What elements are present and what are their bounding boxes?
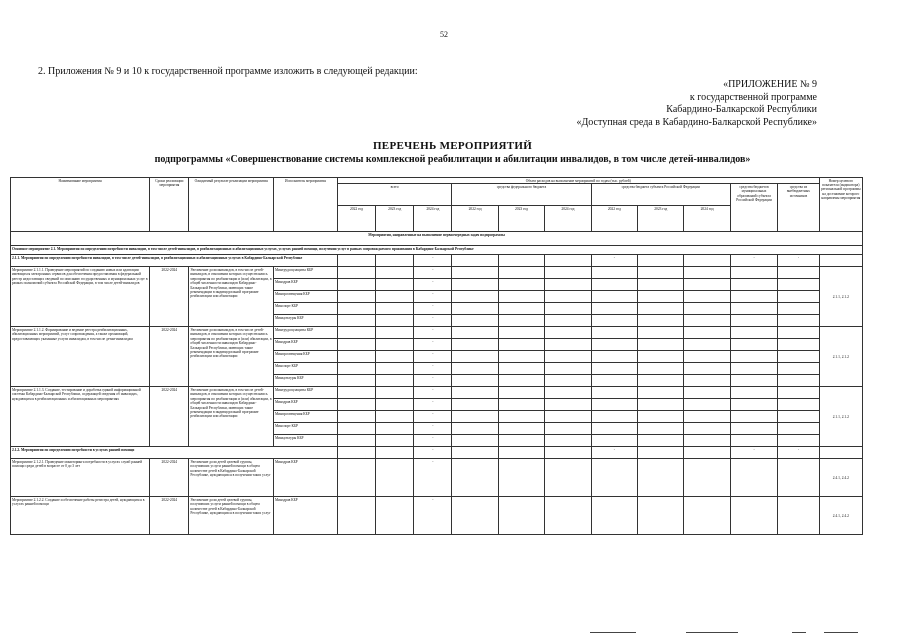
- appendix-line: «Доступная среда в Кабардино-Балкарской Республике»: [576, 116, 817, 128]
- amount-cell: [684, 255, 730, 267]
- amount-cell: [778, 327, 819, 339]
- amount-cell: [376, 459, 414, 497]
- appendix-line: «ПРИЛОЖЕНИЕ № 9: [723, 79, 817, 90]
- amount-cell: [591, 375, 637, 387]
- header-year: 2024 год: [545, 206, 591, 232]
- amount-cell: [498, 411, 544, 423]
- amount-cell: [730, 279, 777, 291]
- amount-cell: [376, 279, 414, 291]
- amount-cell: [452, 291, 498, 303]
- amount-cell: [498, 339, 544, 351]
- amount-dash: -: [414, 447, 452, 459]
- amount-cell: [498, 303, 544, 315]
- page-number: 52: [440, 30, 448, 39]
- event-name: Мероприятие 2.1.1.1. Проведение мероприятий по созданию новых или адаптации имеющихся электронных сервисов для обеспечения предоставления в федеральный реестр недостающих сведений по описанию государственных и муниципальных услуг в рамках полномочий субъекта Российской Федерации, в том числе детей-инвалидов: [11, 267, 150, 327]
- amount-cell: [376, 255, 414, 267]
- document-title: ПЕРЕЧЕНЬ МЕРОПРИЯТИЙ: [372, 140, 533, 152]
- header-year: 2024 год: [414, 206, 452, 232]
- amount-cell: [498, 255, 544, 267]
- amount-cell: [778, 387, 819, 399]
- amount-cell: [638, 327, 684, 339]
- amount-cell: [452, 279, 498, 291]
- amount-cell: [638, 447, 684, 459]
- amount-cell: [376, 411, 414, 423]
- amount-cell: [498, 375, 544, 387]
- amount-dash: -: [414, 255, 452, 267]
- amount-dash: -: [414, 267, 452, 279]
- amount-cell: [730, 327, 777, 339]
- amount-cell: [638, 279, 684, 291]
- amount-cell: [337, 351, 375, 363]
- amount-cell: [591, 279, 637, 291]
- amount-cell: [498, 459, 544, 497]
- table-row: [11, 327, 863, 339]
- amount-dash: -: [778, 447, 819, 459]
- amount-cell: [545, 435, 591, 447]
- amount-dash: -: [414, 291, 452, 303]
- amount-cell: [684, 447, 730, 459]
- amount-dash: -: [414, 375, 452, 387]
- header-total: всего: [337, 184, 451, 206]
- amount-cell: [684, 399, 730, 411]
- amount-dash: -: [414, 363, 452, 375]
- amount-cell: [545, 291, 591, 303]
- amount-cell: [337, 303, 375, 315]
- amount-cell: [452, 459, 498, 497]
- amount-cell: [730, 387, 777, 399]
- event-period: 2022-2024: [150, 327, 189, 387]
- amount-cell: [498, 435, 544, 447]
- amount-dash: -: [414, 339, 452, 351]
- amount-cell: [591, 411, 637, 423]
- amount-cell: [730, 423, 777, 435]
- amount-cell: [376, 351, 414, 363]
- amount-dash: -: [414, 303, 452, 315]
- event-period: 2022-2024: [150, 267, 189, 327]
- amount-cell: [376, 375, 414, 387]
- amount-cell: [452, 255, 498, 267]
- event-result: Увеличение доли инвалидов, в том числе детей-инвалидов, в отношении которых осуществлялись мероприятия по реабилитации и (или) абилитации, в общей численности инвалидов Кабардино-Балкарской Республики, имеющих такие рекомендации в индивидуальной программе реабилитации или абилитации: [189, 327, 274, 387]
- amount-cell: [498, 315, 544, 327]
- amount-cell: [376, 447, 414, 459]
- event-executor: Минпросвещения КБР: [273, 411, 337, 423]
- amount-cell: [452, 267, 498, 279]
- amount-dash: -: [414, 411, 452, 423]
- amount-cell: [591, 267, 637, 279]
- amount-cell: [684, 351, 730, 363]
- signature-line: [824, 632, 858, 633]
- amount-cell: [337, 267, 375, 279]
- amount-cell: [452, 303, 498, 315]
- amount-cell: [730, 435, 777, 447]
- amount-cell: [452, 375, 498, 387]
- event-executor: Минкультуры КБР: [273, 435, 337, 447]
- amount-cell: [730, 497, 777, 535]
- amount-cell: [376, 327, 414, 339]
- amount-dash: -: [414, 315, 452, 327]
- amount-dash: -: [730, 255, 777, 267]
- header-regional: средства бюджета субъекта Российской Федерации: [591, 184, 730, 206]
- amount-cell: [778, 279, 819, 291]
- amount-cell: [452, 497, 498, 535]
- event-executor: Минтрудсоцзащиты КБР: [273, 387, 337, 399]
- amount-cell: [778, 375, 819, 387]
- amount-cell: [545, 279, 591, 291]
- amount-cell: [638, 339, 684, 351]
- amount-cell: [337, 315, 375, 327]
- amount-cell: [545, 255, 591, 267]
- amount-cell: [638, 291, 684, 303]
- amount-cell: [452, 315, 498, 327]
- amount-dash: -: [414, 351, 452, 363]
- intro-paragraph: 2. Приложения № 9 и 10 к государственной программе изложить в следующей редакции:: [38, 66, 418, 77]
- table-row: [11, 387, 863, 399]
- header-year: 2023 год: [498, 206, 544, 232]
- amount-cell: [545, 303, 591, 315]
- amount-cell: [376, 339, 414, 351]
- amount-cell: [638, 255, 684, 267]
- amount-cell: [545, 447, 591, 459]
- amount-dash: -: [414, 327, 452, 339]
- amount-cell: [730, 267, 777, 279]
- amount-cell: [684, 267, 730, 279]
- amount-dash: -: [414, 497, 452, 535]
- event-executor: Минздрав КБР: [273, 459, 337, 497]
- appendix-line: к государственной программе: [689, 91, 817, 103]
- amount-cell: [638, 423, 684, 435]
- amount-cell: [684, 327, 730, 339]
- amount-cell: [684, 435, 730, 447]
- event-result: Увеличение доли инвалидов, в том числе детей-инвалидов, в отношении которых осуществлялись мероприятия по реабилитации и (или) абилитации, в общей численности инвалидов Кабардино-Балкарской Республики, имеющих такие рекомендации в индивидуальной программе реабилитации или абилитации: [189, 267, 274, 327]
- event-indicator: 2.1.1, 2.1.2: [819, 327, 862, 387]
- amount-cell: [638, 459, 684, 497]
- amount-cell: [498, 363, 544, 375]
- amount-cell: [337, 399, 375, 411]
- event-executor: Минспорт КБР: [273, 303, 337, 315]
- amount-cell: [545, 459, 591, 497]
- amount-cell: [452, 435, 498, 447]
- header-municipal: средства бюджетов муниципальных образований субъекта Российской Федерации: [730, 184, 777, 232]
- amount-cell: [638, 411, 684, 423]
- amount-cell: [684, 387, 730, 399]
- events-table: [10, 177, 863, 535]
- signature-line: [686, 632, 738, 633]
- amount-cell: [684, 375, 730, 387]
- event-executor: Минпросвещения КБР: [273, 291, 337, 303]
- amount-cell: [730, 351, 777, 363]
- amount-cell: [452, 351, 498, 363]
- amount-cell: [778, 363, 819, 375]
- header-indicator: Номер целевого показателя (индикатора) региональной программы на достижение которого направлены мероприятия: [819, 178, 862, 232]
- event-executor: Минпросвещения КБР: [273, 351, 337, 363]
- amount-cell: [778, 339, 819, 351]
- amount-cell: [376, 423, 414, 435]
- amount-cell: [730, 303, 777, 315]
- amount-cell: [778, 435, 819, 447]
- event-executor: Минтрудсоцзащиты КБР: [273, 267, 337, 279]
- amount-cell: [545, 423, 591, 435]
- amount-cell: [545, 363, 591, 375]
- amount-cell: [376, 435, 414, 447]
- group-row: [11, 447, 863, 459]
- basic-event: Основное мероприятие 2.1. Мероприятия по определению потребности инвалидов, в том числе детей-инвалидов, в реабилитационных и абилитационных услугах, услугах ранней помощи, получении услуг в рамках сопровождаемого проживания в Кабардино-Балкарской Республике: [11, 246, 863, 255]
- document-subtitle: подпрограммы «Совершенствование системы комплексной реабилитации и абилитации инвалидов, в том числе детей-инвалидов»: [154, 154, 751, 165]
- amount-cell: [545, 387, 591, 399]
- event-executor: Минкультуры КБР: [273, 315, 337, 327]
- amount-cell: [778, 303, 819, 315]
- amount-cell: [638, 315, 684, 327]
- amount-cell: [545, 339, 591, 351]
- table-row: [11, 267, 863, 279]
- amount-cell: [778, 423, 819, 435]
- group-title: 2.1.1. Мероприятия по определению потребности инвалидов, в том числе детей-инвалидов, в реабилитационных и абилитационных услугах в Кабардино-Балкарской Республике: [11, 255, 338, 267]
- amount-cell: [730, 315, 777, 327]
- amount-cell: [545, 327, 591, 339]
- amount-cell: [376, 267, 414, 279]
- header-result: Ожидаемый результат реализации мероприятия: [189, 178, 274, 232]
- amount-cell: [684, 279, 730, 291]
- amount-cell: [638, 267, 684, 279]
- header-volume: Объем расходов на выполнение мероприятий по годам (тыс. рублей): [337, 178, 819, 184]
- amount-cell: [337, 435, 375, 447]
- amount-cell: [684, 291, 730, 303]
- event-period: 2022-2024: [150, 497, 189, 535]
- amount-cell: [778, 267, 819, 279]
- event-name: Мероприятие 2.1.2.2. Создание и обеспечение работы регистра детей, нуждающихся в услугах ранней помощи: [11, 497, 150, 535]
- event-indicator: 2.1.1, 2.1.2: [819, 267, 862, 327]
- amount-dash: -: [778, 255, 819, 267]
- event-executor: Минспорт КБР: [273, 423, 337, 435]
- event-result: Увеличение доли инвалидов, в том числе детей-инвалидов, в отношении которых осуществлялись мероприятия по реабилитации и (или) абилитации, в общей численности инвалидов Кабардино-Балкарской Республики, имеющих такие рекомендации в индивидуальной программе реабилитации или абилитации: [189, 387, 274, 447]
- amount-cell: [337, 375, 375, 387]
- event-executor: Минздрав КБР: [273, 339, 337, 351]
- amount-cell: [337, 327, 375, 339]
- amount-cell: [337, 279, 375, 291]
- amount-cell: [778, 459, 819, 497]
- amount-cell: [591, 315, 637, 327]
- amount-dash: -: [591, 255, 637, 267]
- section-title: Мероприятия, направленные на выполнение первоочередных задач подпрограммы: [11, 232, 863, 246]
- header-year: 2024 год: [684, 206, 730, 232]
- amount-cell: [337, 387, 375, 399]
- amount-cell: [591, 291, 637, 303]
- amount-cell: [545, 351, 591, 363]
- amount-cell: [638, 399, 684, 411]
- amount-cell: [591, 303, 637, 315]
- amount-cell: [684, 339, 730, 351]
- amount-cell: [591, 351, 637, 363]
- amount-cell: [684, 315, 730, 327]
- amount-dash: -: [414, 399, 452, 411]
- amount-cell: [684, 363, 730, 375]
- amount-cell: [591, 459, 637, 497]
- amount-cell: [498, 423, 544, 435]
- amount-cell: [337, 447, 375, 459]
- amount-cell: [591, 435, 637, 447]
- event-period: 2022-2024: [150, 459, 189, 497]
- amount-cell: [684, 497, 730, 535]
- amount-cell: [376, 315, 414, 327]
- amount-cell: [638, 497, 684, 535]
- amount-cell: [638, 303, 684, 315]
- event-executor: Минтрудсоцзащиты КБР: [273, 327, 337, 339]
- amount-cell: [376, 363, 414, 375]
- amount-dash: -: [414, 459, 452, 497]
- amount-cell: [684, 423, 730, 435]
- amount-cell: [337, 339, 375, 351]
- signature-line: [792, 632, 806, 633]
- amount-cell: [730, 375, 777, 387]
- header-federal: средства федерального бюджета: [452, 184, 591, 206]
- amount-cell: [730, 363, 777, 375]
- amount-cell: [591, 363, 637, 375]
- appendix-line: Кабардино-Балкарской Республики: [666, 104, 817, 115]
- amount-dash: -: [414, 279, 452, 291]
- amount-cell: [778, 497, 819, 535]
- amount-cell: [498, 267, 544, 279]
- appendix-header: [576, 79, 817, 129]
- amount-cell: [638, 435, 684, 447]
- amount-cell: [337, 459, 375, 497]
- amount-cell: [684, 459, 730, 497]
- header-name: Наименование мероприятия: [11, 178, 150, 232]
- amount-cell: [684, 303, 730, 315]
- amount-cell: [730, 411, 777, 423]
- amount-cell: [778, 411, 819, 423]
- signature-line: [590, 632, 636, 633]
- event-indicator: 2.4.1, 2.4.2: [819, 459, 862, 497]
- amount-cell: [778, 291, 819, 303]
- amount-cell: [545, 411, 591, 423]
- header-executor: Исполнитель мероприятия: [273, 178, 337, 232]
- amount-cell: [684, 411, 730, 423]
- amount-cell: [498, 279, 544, 291]
- event-result: Увеличение доли детей целевой группы, получивших услуги ранней помощи в общем количестве детей в Кабардино-Балкарской Республике, нуждающихся в получении таких услуг: [189, 459, 274, 497]
- amount-cell: [452, 447, 498, 459]
- amount-cell: [337, 255, 375, 267]
- event-executor: Минкультуры КБР: [273, 375, 337, 387]
- header-offbudget: средства из внебюджетных источников: [778, 184, 819, 232]
- amount-cell: [498, 399, 544, 411]
- amount-cell: [638, 375, 684, 387]
- amount-cell: [337, 411, 375, 423]
- amount-cell: [337, 423, 375, 435]
- amount-dash: -: [414, 423, 452, 435]
- event-executor: Минздрав КБР: [273, 279, 337, 291]
- amount-cell: [545, 267, 591, 279]
- amount-cell: [638, 387, 684, 399]
- amount-dash: -: [591, 447, 637, 459]
- amount-cell: [778, 351, 819, 363]
- amount-cell: [730, 291, 777, 303]
- amount-cell: [591, 339, 637, 351]
- amount-cell: [591, 399, 637, 411]
- amount-cell: [545, 399, 591, 411]
- header-year: 2023 год: [376, 206, 414, 232]
- amount-cell: [591, 387, 637, 399]
- event-indicator: 2.4.1, 2.4.2: [819, 497, 862, 535]
- amount-cell: [638, 363, 684, 375]
- amount-dash: -: [730, 447, 777, 459]
- amount-cell: [778, 399, 819, 411]
- event-result: Увеличение доли детей целевой группы, получивших услуги ранней помощи в общем количестве детей в Кабардино-Балкарской Республике, нуждающихся в получении таких услуг: [189, 497, 274, 535]
- event-name: Мероприятие 2.1.1.3. Создание, тестирование и доработка единой информационной системы Кабардино-Балкарской Республики, содержащей сведения об инвалидах, нуждающихся в реабилитационных и абилитационных мероприятиях: [11, 387, 150, 447]
- amount-cell: [337, 291, 375, 303]
- amount-cell: [376, 303, 414, 315]
- amount-cell: [545, 497, 591, 535]
- indicator-cell: [819, 255, 862, 267]
- amount-dash: -: [414, 435, 452, 447]
- header-year: 2023 год: [638, 206, 684, 232]
- amount-cell: [498, 351, 544, 363]
- event-executor: Минспорт КБР: [273, 363, 337, 375]
- amount-cell: [730, 459, 777, 497]
- amount-cell: [498, 327, 544, 339]
- amount-cell: [498, 497, 544, 535]
- table-row: [11, 459, 863, 497]
- table-row: [11, 497, 863, 535]
- amount-cell: [452, 387, 498, 399]
- amount-cell: [452, 339, 498, 351]
- indicator-cell: [819, 447, 862, 459]
- amount-cell: [337, 363, 375, 375]
- amount-cell: [498, 447, 544, 459]
- header-year: 2022 год: [452, 206, 498, 232]
- amount-cell: [778, 315, 819, 327]
- header-period: Сроки реализации мероприятия: [150, 178, 189, 232]
- amount-cell: [452, 363, 498, 375]
- amount-cell: [376, 291, 414, 303]
- event-name: Мероприятие 2.1.1.2. Формирование и ведение реестра реабилитационных, абилитационных мероприятий, услуг сопровождения, а также организаций, предоставляющих указанные услуги инвалидам, в том числе детям-инвалидам: [11, 327, 150, 387]
- event-name: Мероприятие 2.1.2.1. Проведение мониторинга потребности в услугах служб ранней помощи среди детей в возрасте от 0 до 3 лет: [11, 459, 150, 497]
- amount-cell: [591, 423, 637, 435]
- amount-cell: [545, 315, 591, 327]
- amount-cell: [498, 387, 544, 399]
- amount-cell: [337, 497, 375, 535]
- amount-cell: [638, 351, 684, 363]
- amount-cell: [452, 327, 498, 339]
- group-title: 2.1.2. Мероприятия по определению потребности в услугах ранней помощи: [11, 447, 338, 459]
- amount-cell: [498, 291, 544, 303]
- amount-dash: -: [414, 387, 452, 399]
- amount-cell: [376, 387, 414, 399]
- event-executor: Минздрав КБР: [273, 497, 337, 535]
- header-year: 2022 год: [337, 206, 375, 232]
- amount-cell: [545, 375, 591, 387]
- amount-cell: [591, 327, 637, 339]
- amount-cell: [730, 339, 777, 351]
- amount-cell: [376, 497, 414, 535]
- event-period: 2022-2024: [150, 387, 189, 447]
- header-year: 2022 год: [591, 206, 637, 232]
- amount-cell: [452, 423, 498, 435]
- amount-cell: [376, 399, 414, 411]
- amount-cell: [730, 399, 777, 411]
- amount-cell: [452, 411, 498, 423]
- event-indicator: 2.1.1, 2.1.2: [819, 387, 862, 447]
- amount-cell: [591, 497, 637, 535]
- event-executor: Минздрав КБР: [273, 399, 337, 411]
- amount-cell: [452, 399, 498, 411]
